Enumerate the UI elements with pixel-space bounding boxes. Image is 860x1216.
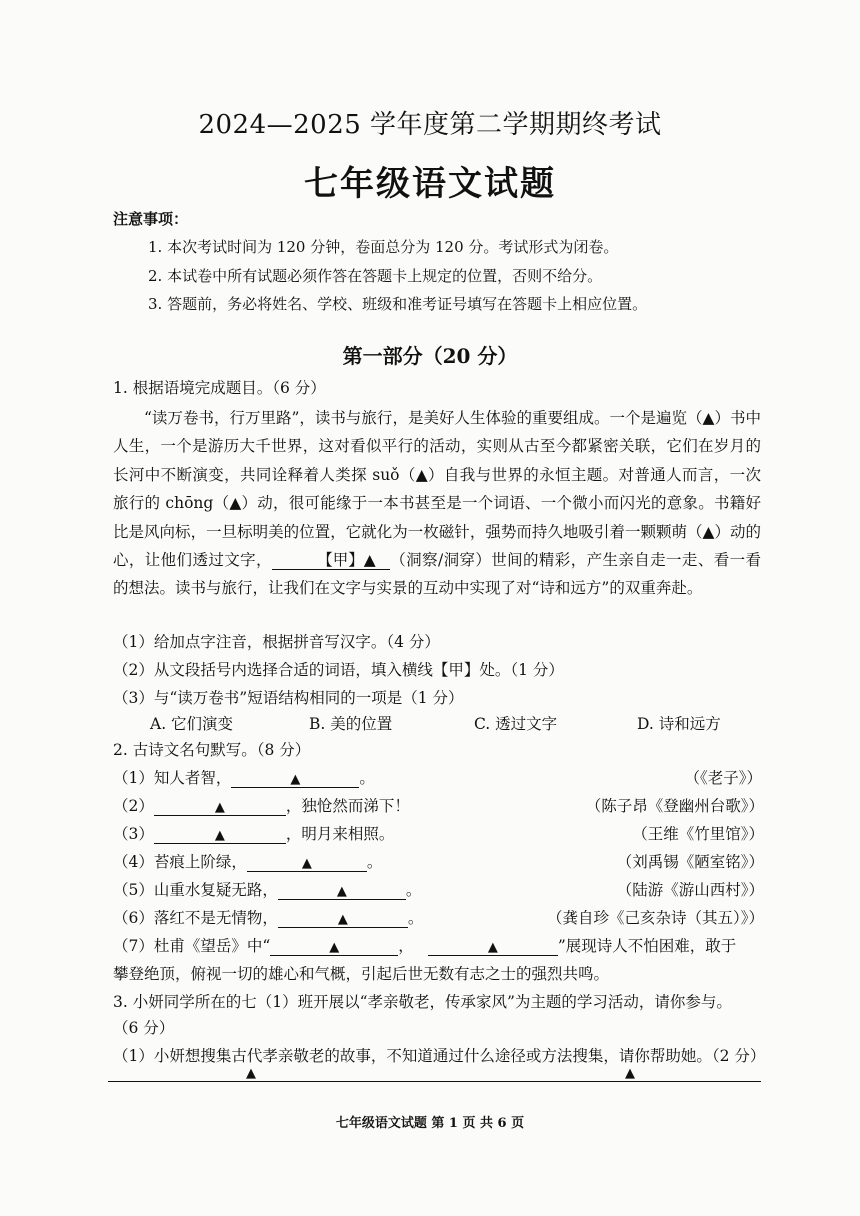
passage-text: （洞察/洞穿）世间的精彩，产生亲自走一走、看一看的想法。读书与旅行，让我们在文字与实景的互动中实现了对“诗和远方”的双重奔赴。 xyxy=(113,551,761,598)
question-2-heading: 2. 古诗文名句默写。（8 分） xyxy=(113,741,311,759)
question-1-sub-3: （3）与“读万卷书”短语结构相同的一项是（1 分） xyxy=(113,689,464,707)
question-1-sub-2: （2）从文段括号内选择合适的词语，填入横线【甲】处。（1 分） xyxy=(113,661,564,679)
answer-blank: ▲ xyxy=(278,883,406,900)
poem-source: （《老子》） xyxy=(684,769,762,787)
answer-blank: ▲ xyxy=(154,799,286,816)
answer-blank: ▲ xyxy=(428,939,558,956)
poem-line-4: （4）苔痕上阶绿， ▲ 。 xyxy=(113,853,383,871)
poem-source: （王维《竹里馆》） xyxy=(632,825,764,843)
question-1-heading: 1. 根据语境完成题目。（6 分） xyxy=(113,379,326,397)
notice-item: 3. 答题前，务必将姓名、学校、班级和准考证号填写在答题卡上相应位置。 xyxy=(148,295,648,313)
poem-source: （龚自珍《己亥杂诗（其五）》） xyxy=(546,909,764,927)
notice-item: 1. 本次考试时间为 120 分钟，卷面总分为 120 分。考试形式为闭卷。 xyxy=(148,238,619,256)
question-1-sub-1: （1）给加点字注音，根据拼音写汉字。（4 分） xyxy=(113,633,440,651)
poem-line-6: （6）落红不是无情物， ▲ 。 xyxy=(113,909,424,927)
answer-blank: ▲ xyxy=(154,827,286,844)
part-heading: 第一部分（20 分） xyxy=(342,344,518,368)
answer-marker: ▲ xyxy=(625,1066,635,1081)
poem-line-1: （1）知人者智， ▲ 。 xyxy=(113,769,375,787)
notice-item: 2. 本试卷中所有试题必须作答在答题卡上规定的位置，否则不给分。 xyxy=(148,267,603,285)
option-c: C. 透过文字 xyxy=(474,715,558,733)
answer-blank: ▲ xyxy=(278,911,408,928)
option-d: D. 诗和远方 xyxy=(637,715,721,733)
exam-title: 2024—2025 学年度第二学期期终考试 xyxy=(198,110,662,140)
answer-marker: ▲ xyxy=(246,1066,256,1081)
answer-blank: ▲ xyxy=(270,939,398,956)
question-3-heading: 3. 小妍同学所在的七（1）班开展以“孝亲敬老，传承家风”为主题的学习活动，请你参与。 xyxy=(113,993,732,1011)
passage-text: “读万卷书，行万里路”，读书与旅行，是美好人生体验的重要组成。一个是遍览（▲）书中人生，一个是游历大千世界，这对看似平行的活动，实则从古至今都紧密关联，它们在岁月的长河中不断演变，共同诠释着人类探 suǒ（▲）自我与世界的永恒主题。对普通人而言，一次旅行的 chōng（▲）动，很可能缘于一本书甚至是一个词语、一个微小而闪光的意象。书籍好比是风向标，一旦标明美的位置，它就化为一枚磁针，强势而持久地吸引着一颗颗萌（▲）动的心，让他们透过文字， xyxy=(113,409,761,570)
poem-line-5: （5）山重水复疑无路， ▲ 。 xyxy=(113,881,422,899)
poem-line-2: （2） ▲ ，独怆然而涕下！ xyxy=(113,797,410,815)
poem-line-7: （7）杜甫《望岳》中“ ▲ ， ▲ ”展现诗人不怕困难，敢于 xyxy=(113,937,737,955)
question-1-passage xyxy=(113,404,761,603)
blank-jia: 【甲】▲ xyxy=(272,553,390,570)
poem-source: （陈子昂《登幽州台歌》） xyxy=(585,797,764,815)
answer-blank: ▲ xyxy=(247,855,367,872)
option-b: B. 美的位置 xyxy=(309,715,393,733)
question-3-points: （6 分） xyxy=(113,1019,175,1037)
answer-blank: ▲ xyxy=(231,771,359,788)
poem-line-7-continued: 攀登绝顶，俯视一切的雄心和气概，引起后世无数有志之士的强烈共鸣。 xyxy=(113,965,610,983)
page-footer: 七年级语文试题 第 1 页 共 6 页 xyxy=(335,1116,525,1131)
option-a: A. 它们演变 xyxy=(150,715,234,733)
answer-line xyxy=(108,1081,761,1082)
poem-source: （刘禹锡《陋室铭》） xyxy=(616,853,764,871)
notice-heading: 注意事项： xyxy=(113,210,189,228)
subject-title: 七年级语文试题 xyxy=(304,164,556,204)
question-3-sub-1: （1）小妍想搜集古代孝亲敬老的故事，不知道通过什么途径或方法搜集，请你帮助她。（2 分） xyxy=(113,1047,766,1065)
poem-line-3: （3） ▲ ，明月来相照。 xyxy=(113,825,395,843)
poem-source: （陆游《游山西村》） xyxy=(616,881,764,899)
